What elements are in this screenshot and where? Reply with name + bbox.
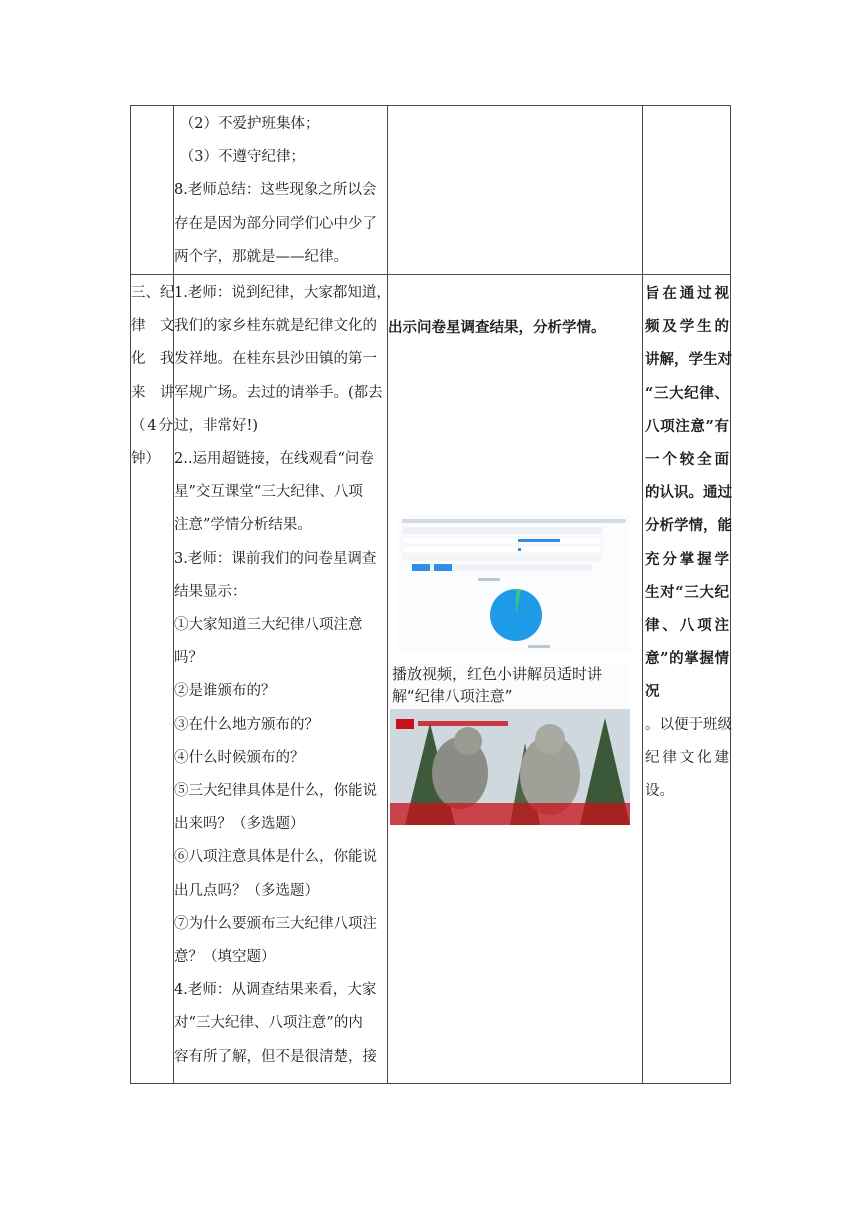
text-line: 军规广场。去过的请举手。(都去 (174, 384, 383, 401)
text-line: 意？（填空题） (174, 949, 276, 966)
text-line: 3.老师：课前我们的问卷星调查 (174, 550, 377, 567)
text-line: 律、八项注 (645, 617, 729, 635)
text-line: 两个字，那就是——纪律。 (174, 248, 348, 265)
text-line: ⑦为什么要颁布三大纪律八项注 (174, 915, 377, 932)
section-title-cell (131, 277, 173, 476)
text-line: 设。 (645, 783, 674, 800)
text-line: 1.老师：说到纪律，大家都知道， (174, 285, 391, 301)
text-line: 过，非常好!) (174, 417, 258, 434)
text-line: 纪律文化建 (645, 749, 729, 766)
text-line: 一个较全面 (645, 451, 729, 469)
text-line: ⑤三大纪律具体是什么，你能说 (174, 783, 377, 800)
text-line: 吗？ (174, 650, 203, 667)
text-line: 来 讲 (131, 384, 175, 401)
text-line: 化 我 (131, 351, 175, 368)
text-line: 对“三大纪律、八项注意”的内 (174, 1015, 363, 1032)
video-caption: 播放视频，红色小讲解员适时讲解“纪律八项注意” (390, 663, 630, 709)
purpose-cell (645, 277, 732, 808)
text-line: “三大纪律、 (645, 384, 729, 402)
text-line: 存在是因为部分同学们心中少了 (174, 215, 377, 232)
text-line: 。以便于班级 (645, 716, 732, 733)
text-line: 钟） (131, 451, 160, 468)
text-line: （3）不遵守纪律； (179, 149, 306, 166)
text-line: 分析学情，能 (645, 517, 732, 535)
text-line: 充分掌握学 (645, 550, 729, 568)
text-line: 八项注意”有 (645, 417, 729, 435)
text-line: 讲解，学生对 (645, 351, 732, 369)
row-divider (131, 274, 730, 275)
text-line: 三、纪 (131, 285, 175, 301)
row1-activity-cell (174, 108, 385, 274)
text-line: 频及学生的 (645, 318, 729, 336)
text-line: 生对“三大纪 (645, 583, 729, 601)
survey-chart-graphic (398, 515, 630, 653)
media-cell (388, 277, 642, 1077)
text-line: ⑥八项注意具体是什么，你能说 (174, 849, 377, 866)
text-line: ②是谁颁布的？ (174, 683, 276, 700)
text-line: ③在什么地方颁布的？ (174, 716, 319, 733)
row2-activity-cell (174, 277, 391, 1074)
text-line: 出来吗？（多选题） (174, 816, 305, 833)
text-line: 结果显示： (174, 583, 247, 600)
text-line: ①大家知道三大纪律八项注意 (174, 617, 363, 634)
lesson-plan-table (130, 105, 731, 1084)
survey-result-screenshot (398, 515, 630, 653)
text-line: 的认识。通过 (645, 484, 732, 502)
text-line: 注意”学情分析结果。 (174, 517, 312, 534)
text-line: 旨在通过视 (645, 285, 729, 302)
text-line: ④什么时候颁布的？ (174, 749, 305, 766)
survey-heading: 出示问卷星调查结果，分析学情。 (388, 319, 606, 336)
column-divider (642, 106, 643, 1083)
text-line: 2..运用超链接，在线观看“问卷 (174, 451, 374, 468)
text-line: 况 (645, 683, 660, 701)
text-line: 发祥地。在桂东县沙田镇的第一 (174, 351, 377, 368)
text-line: 星”交互课堂“三大纪律、八项 (174, 484, 363, 501)
video-thumbnail[interactable] (390, 663, 630, 825)
text-line: 律 文 (131, 318, 175, 335)
text-line: （2）不爱护班集体； (179, 116, 320, 132)
text-line: 容有所了解，但不是很清楚，接 (174, 1048, 377, 1065)
text-line: 意”的掌握情 (645, 650, 729, 668)
text-line: 4.老师：从调查结果来看，大家 (174, 982, 377, 999)
text-line: 8.老师总结：这些现象之所以会 (174, 182, 377, 199)
text-line: （4分 (131, 417, 173, 434)
text-line: 出几点吗？（多选题） (174, 882, 319, 899)
text-line: 我们的家乡桂东就是纪律文化的 (174, 318, 377, 335)
